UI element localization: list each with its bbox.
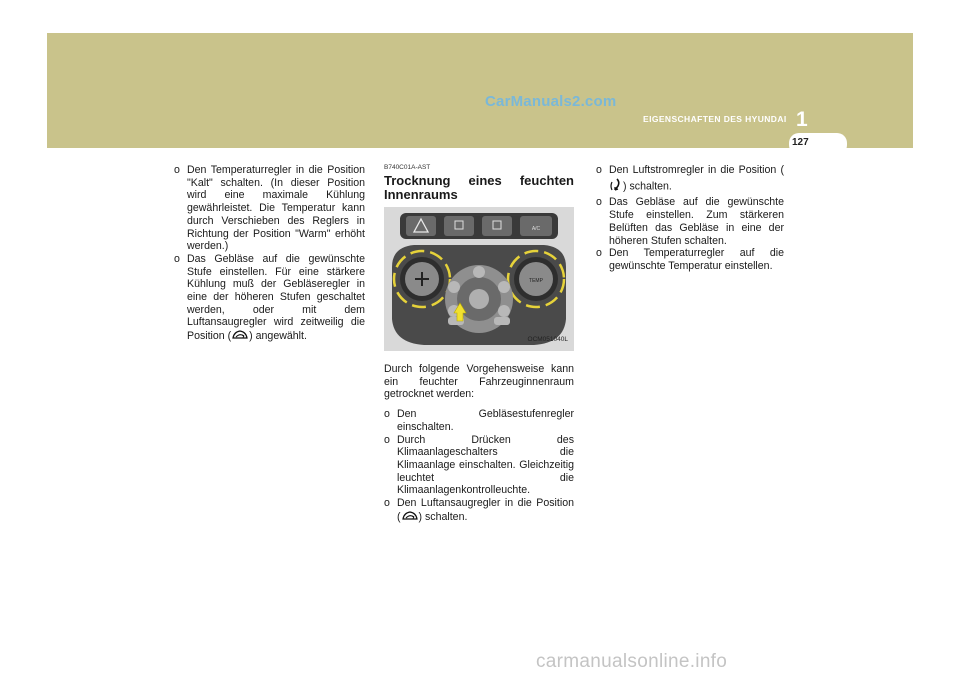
- climate-panel-illustration: [384, 207, 574, 351]
- column-2: [384, 164, 574, 524]
- recirculation-icon: [401, 510, 419, 525]
- bullet: o: [174, 252, 180, 265]
- list-item: [384, 408, 574, 433]
- ac-button-label: A/C: [531, 226, 541, 232]
- climate-control-figure: [384, 207, 574, 351]
- bullet: o: [596, 196, 602, 209]
- section-title: Trocknung eines feuchten Innenraums: [384, 173, 574, 202]
- item-text-end: ) schalten.: [623, 180, 672, 193]
- bullet: o: [384, 497, 390, 510]
- chapter-title: EIGENSCHAFTEN DES HYUNDAI: [643, 114, 787, 124]
- item-text: Den Temperaturregler auf die gewünschte Temperatur einstellen.: [609, 247, 784, 272]
- item-text: Durch Drücken des Klimaanlageschalters die Klimaanlage einschalten. Gleichzeitig leuchtet die Klimaanlagenkontrolleuchte.: [397, 433, 574, 497]
- watermark-top[interactable]: CarManuals2.com: [485, 93, 617, 110]
- column-1: [174, 164, 365, 344]
- list-item: [384, 434, 574, 498]
- item-text: Den Luftstromregler in die Position (: [609, 164, 784, 176]
- bullet: o: [384, 408, 390, 421]
- figure-caption: OCM051040L: [527, 336, 568, 344]
- intro-paragraph: Durch folgende Vorgehensweise kann ein feuchter Fahrzeuginnenraum getrocknet werden:: [384, 363, 574, 401]
- bullet: o: [384, 433, 390, 446]
- list-item: [174, 253, 365, 344]
- item-text-end: ) angewählt.: [249, 330, 307, 343]
- bullet: o: [174, 164, 180, 176]
- chapter-number: 1: [796, 108, 808, 131]
- recirculation-icon: [231, 329, 249, 344]
- list-item: [596, 196, 784, 247]
- item-text: Den Gebläsestufenregler einschalten.: [397, 408, 574, 433]
- floor-defrost-icon: [609, 177, 623, 197]
- list-item: [384, 497, 574, 524]
- item-text: Den Temperaturregler in die Position "Kalt" schalten. (In dieser Position wird eine maximale Kühlung gewährleistet. Die Temperatur kann durch Verschieben des Reglers in Richtung der Position "Warm" erhöht werden.): [187, 164, 365, 253]
- item-text: Das Gebläse auf die gewünschte Stufe einstellen. Zum stärkeren Belüften das Gebläse in eine der höheren Stufen schalten.: [609, 196, 784, 247]
- item-text-end: ) schalten.: [418, 510, 468, 523]
- watermark-bottom[interactable]: carmanualsonline.info: [536, 651, 728, 672]
- page-number: 127: [792, 137, 809, 148]
- temp-knob-label: TEMP: [529, 278, 543, 284]
- item-text: Das Gebläse auf die gewünschte Stufe einstellen. Für eine stärkere Kühlung muß der Gebläseregler in eine der höheren Stufen geschaltet werden, oder mit dem Luftansaugregler wird zeitweilig die Position (: [187, 252, 365, 343]
- header-band: [47, 33, 913, 148]
- list-item: [174, 164, 365, 253]
- bullet: o: [596, 247, 602, 260]
- section-code: B740C01A-AST: [384, 164, 431, 171]
- list-item: [596, 164, 784, 196]
- list-item: [596, 247, 784, 272]
- item-text: Den Luftansaugregler in die Position (: [397, 497, 574, 523]
- column-3: [596, 164, 784, 273]
- bullet: o: [596, 164, 602, 176]
